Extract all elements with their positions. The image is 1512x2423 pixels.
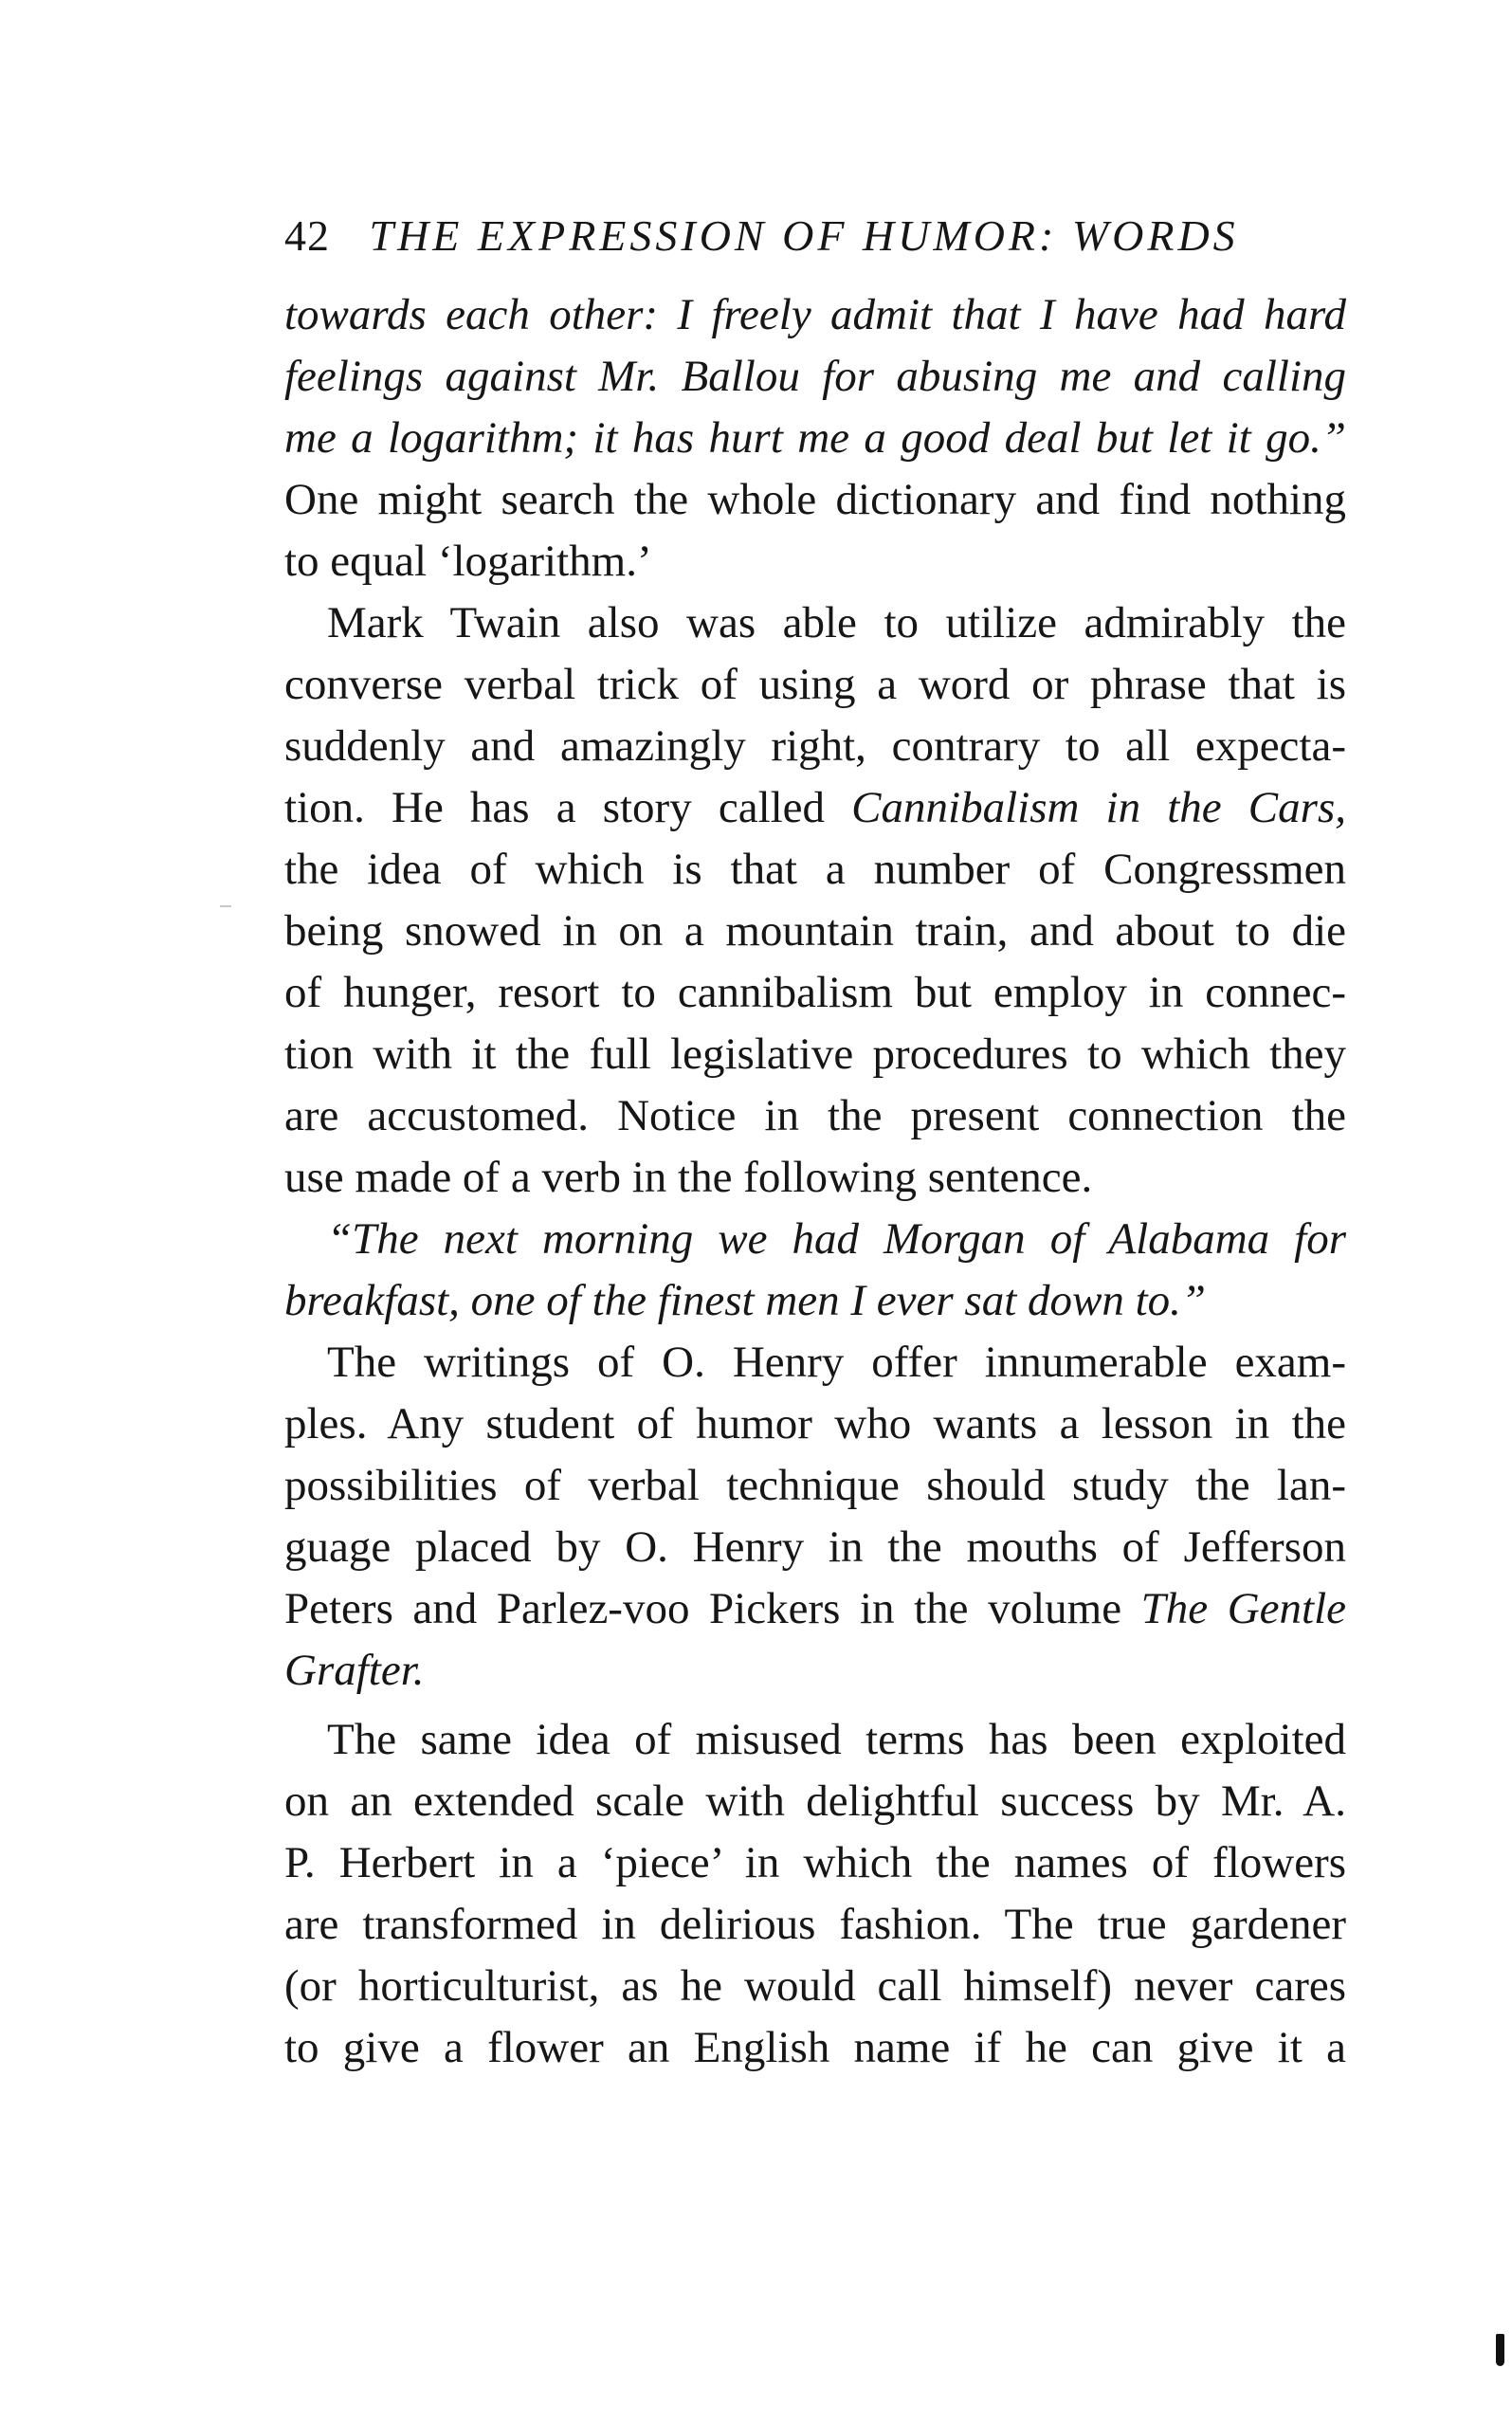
text-line: me a logarithm; it has hurt me a good deal but let it go.” — [284, 413, 1346, 463]
text-line: the idea of which is that a number of Congressmen — [284, 845, 1346, 894]
text-line: suddenly and amazingly right, contrary to all expecta- — [284, 721, 1346, 771]
text-line: Grafter. — [284, 1646, 425, 1695]
text-line: of hunger, resort to cannibalism but employ in connec- — [284, 968, 1346, 1017]
running-title: THE EXPRESSION OF HUMOR: WORDS — [369, 211, 1239, 260]
text-line: towards each other: I freely admit that I have had hard — [284, 290, 1346, 339]
text-line: are accustomed. Notice in the present connection the — [284, 1091, 1346, 1140]
text-line: breakfast, one of the finest men I ever sat down to.” — [284, 1276, 1207, 1325]
text-line: P. Herbert in a ‘piece’ in which the names of flowers — [284, 1838, 1346, 1887]
italic-title: Cannibalism in the Cars, — [851, 783, 1346, 832]
text-line: possibilities of verbal technique should study the lan- — [284, 1461, 1346, 1510]
text-line: guage placed by O. Henry in the mouths of Jefferson — [284, 1522, 1346, 1572]
text-line: ples. Any student of humor who wants a lesson in the — [284, 1399, 1346, 1448]
page-header — [284, 210, 1239, 261]
text-line: One might search the whole dictionary and find nothing — [284, 475, 1346, 524]
body-text — [284, 284, 1346, 2079]
text-line: feelings against Mr. Ballou for abusing me and calling — [284, 352, 1346, 401]
text-line: are transformed in delirious fashion. The true gardener — [284, 1900, 1346, 1949]
text-line: “The next morning we had Morgan of Alabama for — [327, 1214, 1346, 1264]
text-line: tion. He has a story called Cannibalism in the Cars, — [284, 783, 1346, 832]
italic-title: The Gentle — [1140, 1584, 1346, 1633]
text-line: converse verbal trick of using a word or phrase that is — [284, 660, 1346, 709]
text-line: tion with it the full legislative procedures to which they — [284, 1029, 1346, 1079]
text-line: use made of a verb in the following sentence. — [284, 1153, 1093, 1202]
text-line: on an extended scale with delightful success by Mr. A. — [284, 1776, 1346, 1826]
text-line: to equal ‘logarithm.’ — [284, 537, 652, 586]
page-edge-mark — [1496, 2334, 1504, 2366]
text-line: Mark Twain also was able to utilize admirably the — [327, 598, 1346, 647]
page-number: 42 — [284, 211, 330, 260]
text-line: to give a flower an English name if he can give it a — [284, 2023, 1346, 2072]
text-line: The writings of O. Henry offer innumerable exam- — [327, 1338, 1346, 1387]
text-line: Peters and Parlez-voo Pickers in the volume The Gentle — [284, 1584, 1346, 1633]
text-line: (or horticulturist, as he would call himself) never cares — [284, 1961, 1346, 2011]
text-line: The same idea of misused terms has been exploited — [327, 1715, 1346, 1764]
margin-mark — [220, 905, 231, 907]
text-line: being snowed in on a mountain train, and about to die — [284, 906, 1346, 956]
